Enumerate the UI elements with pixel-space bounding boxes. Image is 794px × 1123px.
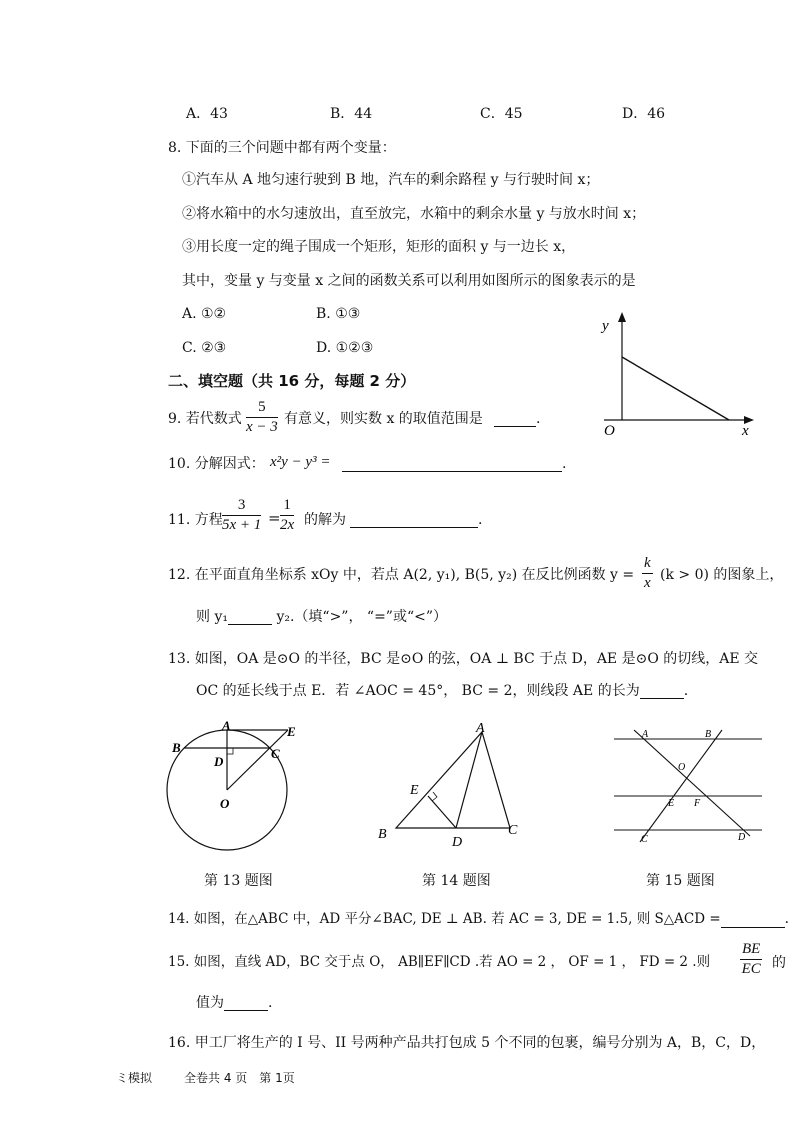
q15-line-1: 15. 如图，直线 AD，BC 交于点 O， AB∥EF∥CD .若 AO = 2 ， OF = 1 ， FD = 2 .则	[168, 954, 711, 970]
q15-end: .	[268, 995, 273, 1011]
fig14-label-a: A	[476, 721, 485, 736]
q11-equals: =	[268, 509, 281, 527]
section-2-title: 二、填空题（共 16 分，每题 2 分）	[168, 372, 416, 390]
q15-line-2-text: 值为	[196, 995, 224, 1011]
q9-denominator: x − 3	[246, 419, 278, 435]
q9-answer-blank[interactable]	[494, 412, 540, 427]
graph-y-label: y	[602, 318, 609, 334]
q9-end: .	[536, 411, 541, 427]
q8-item-2: ②将水箱中的水匀速放出，直至放完，水箱中的剩余水量 y 与放水时间 x；	[182, 206, 646, 222]
q9-numerator: 5	[246, 400, 278, 418]
fig13-label-c: C	[271, 746, 280, 761]
q13-answer-blank[interactable]	[640, 684, 684, 699]
q8-stem: 8. 下面的三个问题中都有两个变量：	[168, 140, 396, 156]
q7-option-d: D．46	[622, 106, 666, 122]
fig15-label-c: C	[641, 834, 648, 845]
figure-15-caption: 第 15 题图	[646, 873, 715, 889]
figure-14-caption: 第 14 题图	[422, 873, 491, 889]
fig13-label-b: B	[172, 740, 181, 755]
q15-fraction	[740, 942, 762, 977]
fig15-label-d: D	[738, 832, 746, 843]
q11-numerator-left: 3	[222, 498, 261, 516]
fig13-label-a: A	[222, 718, 231, 733]
q12-line-1-suffix: (k > 0) 的图象上，	[660, 567, 784, 583]
q8-option-c: C. ②③	[182, 340, 227, 356]
q12-line-1: 12. 在平面直角坐标系 xOy 中，若点 A(2, y₁), B(5, y₂) 在反比例函数 y =	[168, 567, 635, 583]
q13-line-2	[196, 684, 688, 699]
q9-prefix: 9. 若代数式	[168, 411, 242, 427]
q8-item-1: ①汽车从 A 地匀速行驶到 B 地，汽车的剩余路程 y 与行驶时间 x；	[182, 172, 600, 188]
footer-page-info: 全卷共 4 页 第 1页	[184, 1071, 295, 1085]
q11-suffix: 的解为	[304, 512, 346, 528]
fig14-label-e: E	[410, 783, 419, 798]
graph-origin-label: O	[604, 423, 615, 439]
q12-denominator: x	[644, 575, 651, 591]
q7-option-c: C．45	[480, 106, 523, 122]
q12-answer-blank[interactable]	[228, 610, 272, 625]
q11-fraction-right	[280, 498, 294, 533]
figure-14	[372, 716, 532, 848]
figure-13	[160, 714, 320, 864]
fig15-label-f: F	[694, 798, 701, 809]
q14-text: 14. 如图，在△ABC 中，AD 平分∠BAC, DE ⊥ AB. 若 AC = 3, DE = 1.5, 则 S△ACD =	[168, 911, 721, 927]
q15-answer-blank[interactable]	[224, 996, 268, 1011]
q11-prefix: 11. 方程	[168, 512, 223, 528]
fig13-label-o: O	[220, 796, 230, 811]
fig15-label-a: A	[642, 729, 649, 740]
q11-fraction-left	[222, 498, 261, 533]
fig13-label-e: E	[287, 724, 296, 739]
figure-15	[604, 726, 772, 850]
q11-answer-blank[interactable]	[350, 513, 482, 528]
q14-answer-blank[interactable]	[721, 913, 785, 928]
q12-numerator: k	[642, 556, 653, 574]
q11-end: .	[478, 512, 483, 528]
graph-x-label: x	[742, 423, 749, 439]
fig14-label-d: D	[452, 835, 463, 848]
fig15-label-o: O	[678, 762, 686, 773]
q12-line-2	[196, 610, 447, 625]
q10-prefix: 10. 分解因式：	[168, 456, 265, 472]
fig14-label-c: C	[508, 823, 518, 838]
q15-numerator: BE	[740, 942, 762, 960]
q7-option-a: A．43	[186, 106, 228, 122]
q8-question: 其中，变量 y 与变量 x 之间的函数关系可以利用如图所示的图象表示的是	[182, 273, 636, 289]
q7-option-b: B．44	[330, 106, 373, 122]
footer-left: ミ模拟	[116, 1071, 153, 1085]
q16-line-1: 16. 甲工厂将生产的 I 号、II 号两种产品共打包成 5 个不同的包裹，编号分别为 A，B，C，D，	[168, 1035, 766, 1051]
q14-end: .	[784, 911, 789, 927]
q9-fraction	[246, 400, 278, 435]
q14-line	[168, 913, 789, 928]
figure-13-caption: 第 13 题图	[204, 873, 273, 889]
fig15-label-e: E	[668, 798, 675, 809]
q10-answer-blank[interactable]	[342, 457, 566, 472]
q8-function-graph	[596, 310, 766, 440]
q8-item-3: ③用长度一定的绳子围成一个矩形，矩形的面积 y 与一边长 x，	[182, 239, 576, 255]
q8-option-b: B. ①③	[316, 306, 361, 322]
q8-option-d: D. ①②③	[316, 340, 374, 356]
q11-denominator-left: 5x + 1	[222, 517, 262, 533]
q15-denominator: EC	[741, 961, 761, 977]
q12-hint: .（填“>”， “=”或“<”）	[289, 609, 448, 625]
q10-expression: x²y − y³ =	[270, 454, 331, 470]
q13-end: .	[683, 683, 689, 699]
q8-option-a: A. ①②	[182, 306, 227, 322]
q13-line-1: 13. 如图，OA 是⊙O 的半径，BC 是⊙O 的弦，OA ⊥ BC 于点 D，AE 是⊙O 的切线，AE 交	[168, 651, 759, 667]
q11-denominator-right: 2x	[280, 517, 295, 533]
fig13-label-d: D	[214, 754, 224, 769]
q13-line-2-text: OC 的延长线于点 E．若 ∠AOC = 45°， BC = 2，则线段 AE 的长为	[196, 683, 640, 699]
fig15-label-b: B	[705, 729, 712, 740]
q15-line-2	[196, 996, 272, 1011]
q12-y2: y₂	[276, 609, 290, 625]
q11-numerator-right: 1	[280, 498, 294, 516]
q10-end: .	[562, 456, 567, 472]
q12-fraction	[642, 556, 653, 591]
q9-suffix: 有意义，则实数 x 的取值范围是	[284, 411, 483, 427]
q15-line-1-suffix: 的	[772, 955, 786, 971]
q12-y1: 则 y₁	[196, 609, 228, 625]
fig14-label-b: B	[378, 827, 387, 842]
